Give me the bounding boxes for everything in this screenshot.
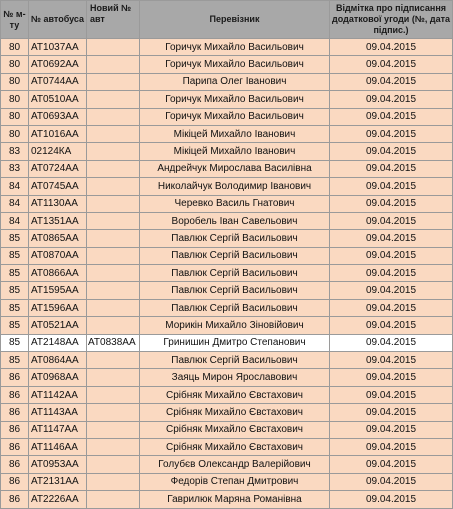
cell-bus-number: AT0968AA [29,369,87,386]
cell-route: 83 [1,143,29,160]
cell-carrier: Павлюк Сергій Васильович [140,265,330,282]
cell-bus-number: AT0865AA [29,230,87,247]
table-row [1,212,453,229]
table-row [1,265,453,282]
cell-agreement-mark: 09.04.2015 [330,212,453,229]
table-row [1,491,453,508]
cell-new-bus-number [87,473,140,490]
header-new-bus-number: Новий № авт [87,1,140,39]
cell-route: 85 [1,352,29,369]
cell-route: 85 [1,299,29,316]
cell-new-bus-number [87,212,140,229]
cell-bus-number: AT0864AA [29,352,87,369]
cell-new-bus-number [87,404,140,421]
cell-agreement-mark: 09.04.2015 [330,317,453,334]
cell-route: 86 [1,491,29,508]
cell-bus-number: AT1595AA [29,282,87,299]
header-carrier: Перевізник [140,1,330,39]
cell-route: 84 [1,212,29,229]
cell-carrier: Воробель Іван Савельович [140,212,330,229]
cell-agreement-mark: 09.04.2015 [330,473,453,490]
cell-new-bus-number [87,438,140,455]
cell-bus-number: AT1147AA [29,421,87,438]
cell-new-bus-number [87,247,140,264]
cell-route: 85 [1,247,29,264]
table-row [1,369,453,386]
table-body [1,39,453,509]
cell-agreement-mark: 09.04.2015 [330,56,453,73]
table-row [1,91,453,108]
cell-bus-number: AT0953AA [29,456,87,473]
cell-carrier: Голубєв Олександр Валерійович [140,456,330,473]
table-row [1,247,453,264]
cell-bus-number: AT1143AA [29,404,87,421]
cell-route: 85 [1,282,29,299]
cell-new-bus-number [87,108,140,125]
header-agreement-mark: Відмітка про підписання додаткової угоди (№, дата підпис.) [330,1,453,39]
cell-agreement-mark: 09.04.2015 [330,178,453,195]
cell-new-bus-number [87,456,140,473]
cell-new-bus-number [87,143,140,160]
cell-route: 85 [1,230,29,247]
cell-agreement-mark: 09.04.2015 [330,108,453,125]
cell-new-bus-number [87,299,140,316]
cell-new-bus-number [87,265,140,282]
cell-agreement-mark: 09.04.2015 [330,230,453,247]
table-row [1,282,453,299]
cell-route: 80 [1,91,29,108]
cell-route: 80 [1,108,29,125]
cell-bus-number: AT0744AA [29,73,87,90]
cell-new-bus-number [87,230,140,247]
table-row [1,386,453,403]
cell-route: 86 [1,456,29,473]
cell-route: 85 [1,265,29,282]
table-row [1,195,453,212]
table-row [1,317,453,334]
cell-bus-number: AT0693AA [29,108,87,125]
cell-agreement-mark: 09.04.2015 [330,404,453,421]
cell-bus-number: AT1037AA [29,39,87,56]
cell-new-bus-number [87,386,140,403]
cell-carrier: Морикін Михайло Зіновійович [140,317,330,334]
table-row [1,404,453,421]
cell-agreement-mark: 09.04.2015 [330,421,453,438]
cell-carrier: Горичук Михайло Васильович [140,56,330,73]
cell-new-bus-number [87,195,140,212]
cell-carrier: Парипа Олег Іванович [140,73,330,90]
cell-route: 86 [1,404,29,421]
table-header [1,1,453,39]
cell-agreement-mark: 09.04.2015 [330,247,453,264]
cell-agreement-mark: 09.04.2015 [330,125,453,142]
table-row [1,160,453,177]
cell-bus-number: 02124КА [29,143,87,160]
table-row [1,473,453,490]
cell-carrier: Срібняк Михайло Євстахович [140,421,330,438]
cell-agreement-mark: 09.04.2015 [330,386,453,403]
cell-route: 86 [1,438,29,455]
cell-route: 86 [1,386,29,403]
cell-carrier: Павлюк Сергій Васильович [140,230,330,247]
cell-agreement-mark: 09.04.2015 [330,334,453,351]
table-row [1,352,453,369]
cell-carrier: Павлюк Сергій Васильович [140,247,330,264]
cell-new-bus-number [87,317,140,334]
table-row [1,299,453,316]
cell-route: 84 [1,195,29,212]
table-row [1,456,453,473]
cell-bus-number: AT0745AA [29,178,87,195]
cell-bus-number: AT1130AA [29,195,87,212]
header-route: № м-ту [1,1,29,39]
cell-bus-number: AT1596AA [29,299,87,316]
cell-carrier: Гаврилюк Марянa Романівна [140,491,330,508]
cell-agreement-mark: 09.04.2015 [330,265,453,282]
cell-carrier: Павлюк Сергій Васильович [140,299,330,316]
table-row [1,438,453,455]
cell-agreement-mark: 09.04.2015 [330,91,453,108]
cell-bus-number: AT1016AA [29,125,87,142]
cell-new-bus-number [87,282,140,299]
cell-agreement-mark: 09.04.2015 [330,160,453,177]
cell-agreement-mark: 09.04.2015 [330,369,453,386]
table-row [1,143,453,160]
cell-bus-number: AT1146AA [29,438,87,455]
cell-carrier: Горичук Михайло Васильович [140,91,330,108]
cell-new-bus-number [87,73,140,90]
cell-bus-number: AT0870AA [29,247,87,264]
table-row [1,39,453,56]
cell-carrier: Заяць Мирон Ярославович [140,369,330,386]
cell-bus-number: AT2148AA [29,334,87,351]
cell-carrier: Федорів Степан Дмитрович [140,473,330,490]
cell-route: 80 [1,73,29,90]
cell-bus-number: AT2226AA [29,491,87,508]
cell-new-bus-number [87,39,140,56]
cell-new-bus-number [87,91,140,108]
table-row [1,334,453,351]
cell-route: 86 [1,421,29,438]
cell-bus-number: AT2131AA [29,473,87,490]
cell-carrier: Гринишин Дмитро Степанович [140,334,330,351]
cell-new-bus-number: AT0838AA [87,334,140,351]
table-row [1,125,453,142]
cell-bus-number: AT0510AA [29,91,87,108]
table-row [1,178,453,195]
cell-agreement-mark: 09.04.2015 [330,143,453,160]
cell-carrier: Павлюк Сергій Васильович [140,352,330,369]
cell-new-bus-number [87,125,140,142]
cell-carrier: Мікіцей Михайло Іванович [140,125,330,142]
cell-new-bus-number [87,178,140,195]
cell-carrier: Мікіцей Михайло Іванович [140,143,330,160]
header-row [1,1,453,39]
cell-carrier: Николайчук Володимир Іванович [140,178,330,195]
cell-route: 80 [1,39,29,56]
cell-new-bus-number [87,369,140,386]
table-row [1,108,453,125]
cell-route: 84 [1,178,29,195]
cell-agreement-mark: 09.04.2015 [330,352,453,369]
cell-carrier: Черевко Василь Гнатович [140,195,330,212]
cell-agreement-mark: 09.04.2015 [330,282,453,299]
cell-bus-number: AT1142AA [29,386,87,403]
cell-route: 85 [1,317,29,334]
cell-route: 86 [1,473,29,490]
cell-carrier: Срібняк Михайло Євстахович [140,404,330,421]
cell-carrier: Срібняк Михайло Євстахович [140,438,330,455]
cell-new-bus-number [87,421,140,438]
cell-agreement-mark: 09.04.2015 [330,438,453,455]
cell-agreement-mark: 09.04.2015 [330,456,453,473]
cell-carrier: Андрейчук Мирослава Василівна [140,160,330,177]
cell-carrier: Срібняк Михайло Євстахович [140,386,330,403]
cell-agreement-mark: 09.04.2015 [330,491,453,508]
cell-route: 80 [1,125,29,142]
cell-carrier: Горичук Михайло Васильович [140,39,330,56]
cell-route: 80 [1,56,29,73]
cell-new-bus-number [87,491,140,508]
cell-bus-number: AT1351AA [29,212,87,229]
cell-agreement-mark: 09.04.2015 [330,39,453,56]
cell-agreement-mark: 09.04.2015 [330,73,453,90]
cell-agreement-mark: 09.04.2015 [330,195,453,212]
cell-route: 86 [1,369,29,386]
cell-route: 83 [1,160,29,177]
header-bus-number: № автобуса [29,1,87,39]
table-row [1,230,453,247]
cell-new-bus-number [87,160,140,177]
table-row [1,421,453,438]
table-row [1,56,453,73]
cell-agreement-mark: 09.04.2015 [330,299,453,316]
cell-bus-number: AT0724AA [29,160,87,177]
cell-carrier: Павлюк Сергій Васильович [140,282,330,299]
cell-carrier: Горичук Михайло Васильович [140,108,330,125]
cell-route: 85 [1,334,29,351]
cell-bus-number: AT0866AA [29,265,87,282]
cell-bus-number: AT0521AA [29,317,87,334]
cell-new-bus-number [87,352,140,369]
table-row [1,73,453,90]
cell-bus-number: AT0692AA [29,56,87,73]
cell-new-bus-number [87,56,140,73]
